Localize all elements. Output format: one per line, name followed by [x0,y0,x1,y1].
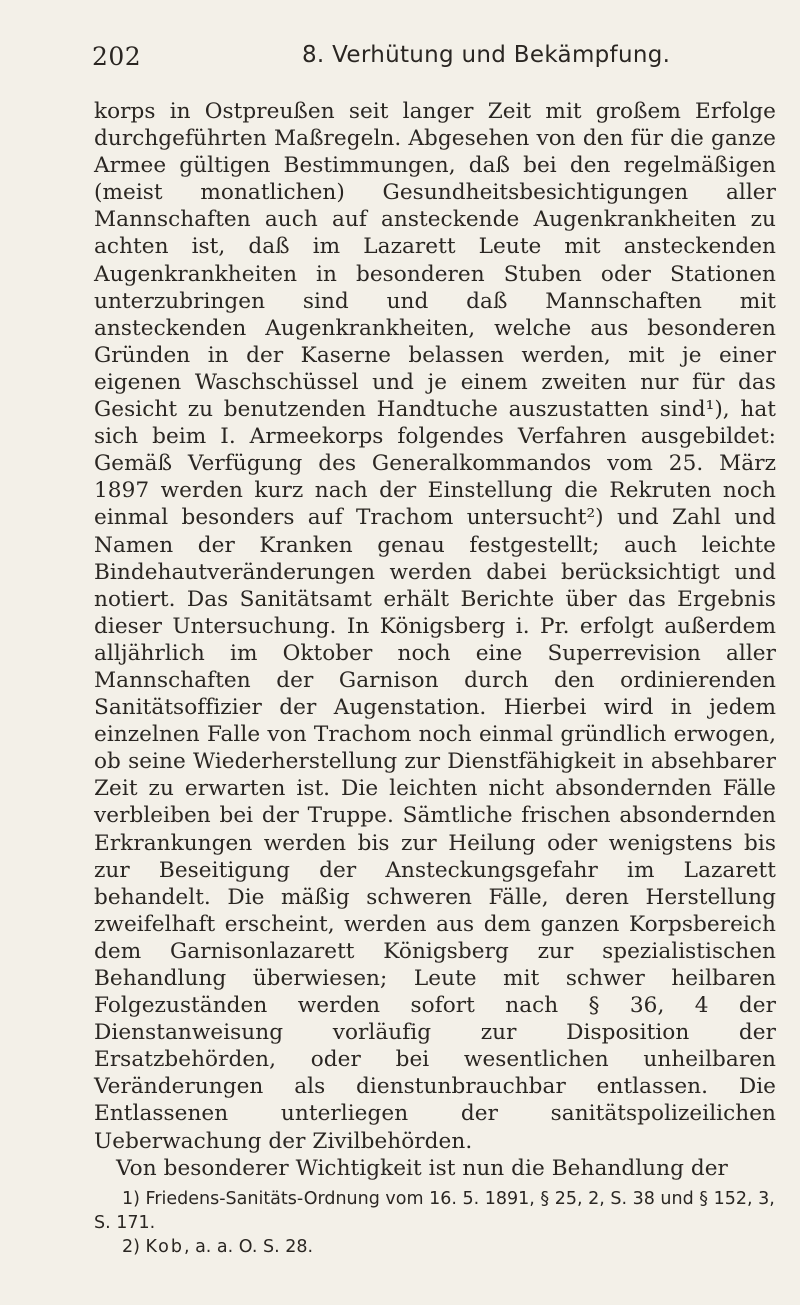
body-paragraph: Von besonderer Wichtigkeit ist nun die Behandlung der [116,1155,728,1181]
page-number: 202 [92,42,142,71]
footnote-2-reference: , a. a. O. S. 28. [183,1237,314,1257]
main-text [94,98,776,1182]
page-header [92,42,772,76]
running-title: 8. Verhütung und Bekämpfung. [302,42,671,68]
footnote-1: 1) Friedens-Sanitäts-Ordnung vom 16. 5. 1891, § 25, 2, S. 38 und § 152, 3, S. 171. [94,1189,775,1233]
footnote-2-number: 2) [122,1237,146,1257]
footnote-2 [94,1235,776,1259]
footnote-2-author: Kob [145,1237,184,1257]
footnotes [94,1187,776,1259]
body-paragraph: korps in Ostpreußen seit langer Zeit mit großem Erfolge durchgeführten Maßregeln. Abgesehen von den für die ganze Armee gültigen Bestimmungen, daß bei den regelmäßigen (meist monatlichen) Gesundheitsbesichtigungen aller Mannschaften auch auf ansteckende Augenkrankheiten zu achten ist, daß im Lazarett Leute mit ansteckenden Augenkrankheiten in besonderen Stuben oder Stationen unterzubringen sind und daß Mannschaften mit ansteckenden Augenkrankheiten, welche aus besonderen Gründen in der Kaserne belassen werden, mit je einer eigenen Waschschüssel und je einem zweiten nur für das Gesicht zu benutzenden Handtuche auszustatten sind¹), hat sich beim I. Armeekorps folgendes Verfahren ausgebildet: Gemäß Verfügung des Generalkommandos vom 25. März 1897 werden kurz nach der Einstellung die Rekruten noch einmal besonders auf Trachom untersucht²) und Zahl und Namen der Kranken genau festgestellt; auch leichte Bindehautveränderungen werden dabei berücksichtigt und notiert. Das Sanitätsamt erhält Berichte über das Ergebnis dieser Untersuchung. In Königsberg i. Pr. erfolgt außerdem alljährlich im Oktober noch eine Superrevision aller Mannschaften der Garnison durch den ordinierenden Sanitätsoffizier der Augenstation. Hierbei wird in jedem einzelnen Falle von Trachom noch einmal gründlich erwogen, ob seine Wiederherstellung zur Dienstfähigkeit in absehbarer Zeit zu erwarten ist. Die leichten nicht absondernden Fälle verbleiben bei der Truppe. Sämtliche frischen absondernden Erkrankungen werden bis zur Heilung oder wenigstens bis zur Beseitigung der Ansteckungsgefahr im Lazarett behandelt. Die mäßig schweren Fälle, deren Herstellung zweifelhaft erscheint, werden aus dem ganzen Korpsbereich dem Garnisonlazarett Königsberg zur spezialistischen Behandlung überwiesen; Leute mit schwer heilbaren Folgezuständen werden sofort nach § 36, 4 der Dienstanweisung vorläufig zur Disposition der Ersatzbehörden, oder bei wesentlichen unheilbaren Veränderungen als dienstunbrauchbar entlassen. Die Entlassenen unterliegen der sanitätspolizeilichen Ueberwachung der Zivilbehörden. [94,99,776,1154]
